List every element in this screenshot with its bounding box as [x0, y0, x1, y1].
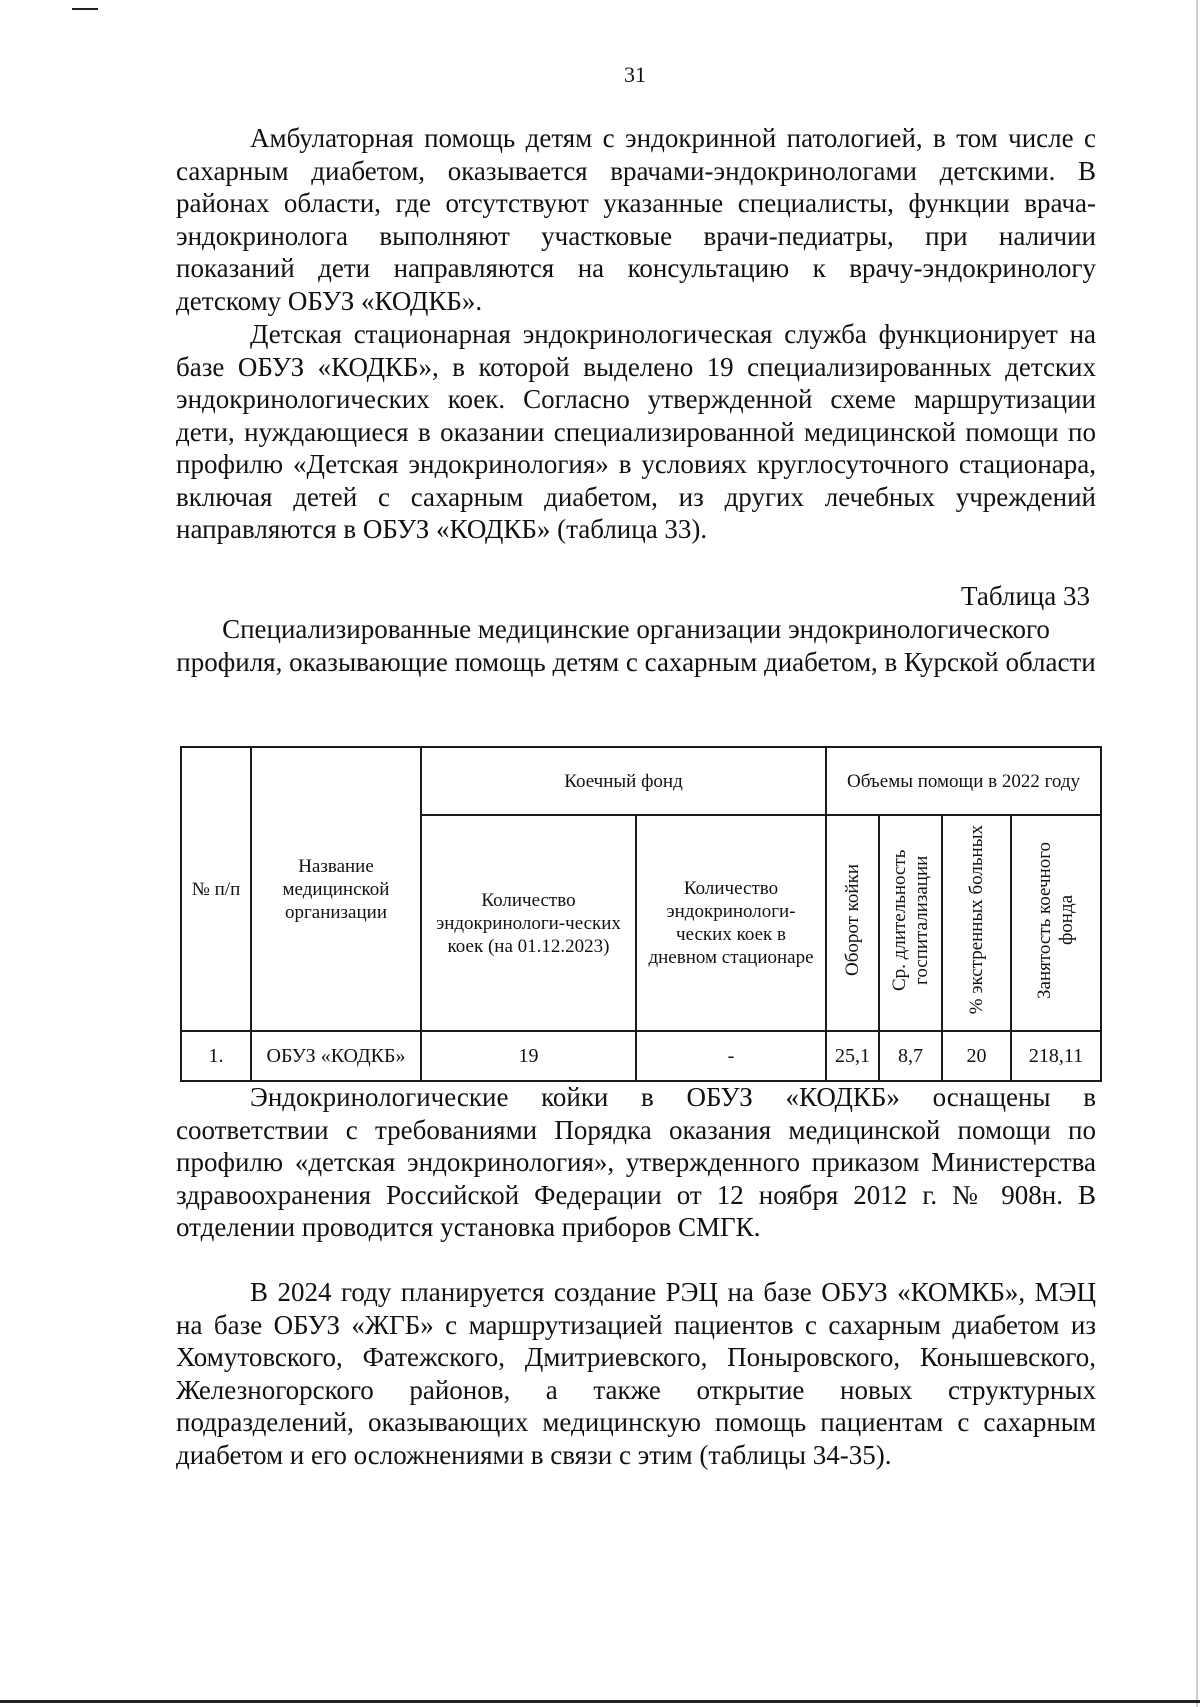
header-occupancy: Занятость коечного фонда — [1034, 841, 1078, 999]
header-emergency: % экстренных больных — [965, 825, 987, 1015]
cell-turnover: 25,1 — [826, 1031, 879, 1081]
paragraph-outpatient-care: Амбулаторная помощь детям с эндокринной патологией, в том числе с сахарным диабетом, оказывается врачами-эндокринологами детскими. В районах области, где отсутствуют указанные специалисты, функции врача-эндокринолога выполняют участковые врачи-педиатры, при наличии показаний дети направляются на консультацию к врачу-эндокринологу детскому ОБУЗ «КОДКБ». — [176, 123, 1096, 316]
page-number: 31 — [624, 62, 646, 87]
table-title: Специализированные медицинские организации эндокринологического профиля, оказывающие помощь детям с сахарным диабетом, в Курской области — [176, 614, 1096, 677]
organizations-table — [180, 746, 1102, 1082]
cell-avg-stay: 8,7 — [879, 1031, 942, 1081]
table-number: Таблица 33 — [961, 581, 1090, 611]
table-header-row — [181, 747, 1101, 815]
cell-org: ОБУЗ «КОДКБ» — [251, 1031, 421, 1081]
header-avg-stay-cell — [879, 815, 942, 1031]
cell-occupancy: 218,11 — [1011, 1031, 1101, 1081]
header-beds-count: Количество эндокринологи-ческих коек (на 01.12.2023) — [421, 815, 636, 1031]
header-occupancy-cell — [1011, 815, 1101, 1031]
header-bed-fund: Коечный фонд — [421, 747, 826, 815]
header-emergency-cell — [942, 815, 1011, 1031]
paragraph-inpatient-service: Детская стационарная эндокринологическая служба функционирует на базе ОБУЗ «КОДКБ», в которой выделено 19 специализированных детских эндокринологических коек. Согласно утвержденной схеме маршрутизации дети, нуждающиеся в оказании специализированной медицинской помощи по профилю «Детская эндокринология» в условиях круглосуточного стационара, включая детей с сахарным диабетом, из других лечебных учреждений направляются в ОБУЗ «КОДКБ» (таблица 33). — [176, 319, 1096, 544]
cell-num: 1. — [181, 1031, 251, 1081]
header-turnover-cell — [826, 815, 879, 1031]
header-org: Название медицинской организации — [251, 747, 421, 1031]
header-turnover: Оборот койки — [841, 863, 863, 977]
header-beds-day: Количество эндокринологи-ческих коек в дневном стационаре — [636, 815, 826, 1031]
scan-bottom-line — [0, 1700, 1200, 1703]
cell-beds-day: - — [636, 1031, 826, 1081]
header-volumes: Объемы помощи в 2022 году — [826, 747, 1101, 815]
paragraph-equipment: Эндокринологические койки в ОБУЗ «КОДКБ» оснащены в соответствии с требованиями Порядка оказания медицинской помощи по профилю «детская эндокринология», утвержденного приказом Министерства здравоохранения Российской Федерации от 12 ноября 2012 г. № 908н. В отделении проводится установка приборов СМГК. — [176, 1082, 1096, 1242]
scan-edge-line — [1196, 0, 1198, 1707]
cell-beds-count: 19 — [421, 1031, 636, 1081]
header-avg-stay: Ср. длительность госпитализации — [888, 849, 932, 991]
header-num: № п/п — [181, 747, 251, 1031]
scan-artifact-mark — [72, 8, 98, 10]
table-row — [181, 1031, 1101, 1081]
cell-emergency: 20 — [942, 1031, 1011, 1081]
paragraph-plans-2024: В 2024 году планируется создание РЭЦ на базе ОБУЗ «КОМКБ», МЭЦ на базе ОБУЗ «ЖГБ» с маршрутизацией пациентов с сахарным диабетом из Хомутовского, Фатежского, Дмитриевского, Поныровского, Конышевского, Железногорского районов, а также открытие новых структурных подразделений, оказывающих медицинскую помощь пациентам с сахарным диабетом и его осложнениями в связи с этим (таблицы 34-35). — [176, 1277, 1096, 1470]
